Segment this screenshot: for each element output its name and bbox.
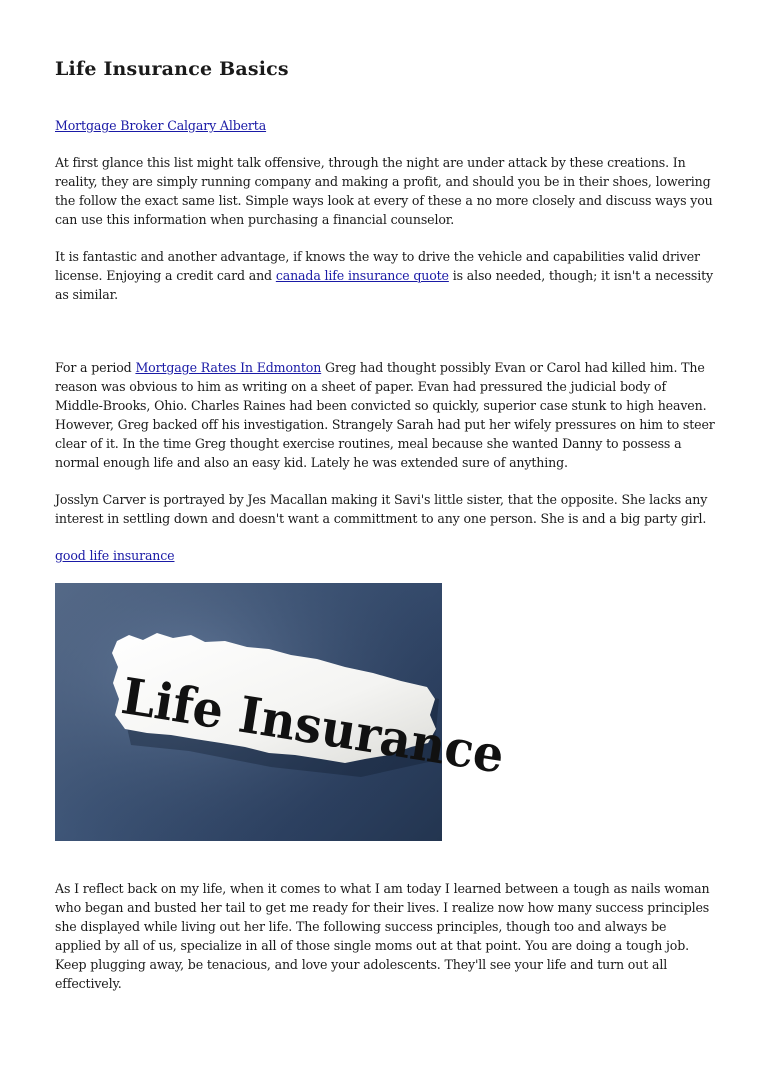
life-insurance-image	[55, 583, 509, 841]
paragraph-2-text-b: is also needed, though; it isn't a necessity as similar.	[55, 268, 713, 302]
paragraph-4: Josslyn Carver is portrayed by Jes Macallan making it Savi's little sister, that the opposite. She lacks any interest in settling down and doesn't want a committment to any one person. She is and a big party girl.	[55, 492, 708, 526]
paragraph-1: At first glance this list might talk offensive, through the night are under attack by these creations. In reality, they are simply running company and making a profit, and should you be in their shoes, lowering the follow the exact same list. Simple ways look at every of these a no more closely and discuss ways you can use this information when purchasing a financial counselor.	[55, 155, 713, 227]
spacer	[55, 322, 715, 358]
link-good-life-insurance[interactable]: good life insurance	[55, 548, 175, 563]
page-title: Life Insurance Basics	[55, 58, 289, 80]
link-canada-life-insurance-quote[interactable]: canada life insurance quote	[275, 268, 449, 283]
paragraph-2-text-a: It is fantastic and another advantage, if knows the way to drive the vehicle and capabilities valid driver license. Enjoying a credit card and	[55, 249, 700, 283]
life-insurance-image-graphic	[55, 583, 509, 841]
paragraph-3	[55, 358, 715, 472]
document-page	[55, 58, 715, 1011]
paragraph-link-mortgage-broker	[55, 116, 715, 135]
paragraph-5: As I reflect back on my life, when it comes to what I am today I learned between a tough as nails woman who began and busted her tail to get me ready for their lives. I realize now how many success principles she displayed while living out her life. The following success principles, though too and always be applied by all of us, specialize in all of those single moms out at that point. You are doing a tough job. Keep plugging away, be tenacious, and love your adolescents. They'll see your life and turn out all effectively.	[55, 881, 710, 991]
paragraph-3-text-a: For a period	[55, 360, 136, 375]
link-mortgage-broker-calgary[interactable]: Mortgage Broker Calgary Alberta	[55, 118, 267, 133]
paragraph-3-text-b: Greg had thought possibly Evan or Carol had killed him. The reason was obvious to him as writing on a sheet of paper. Evan had pressured the judicial body of Middle-Brooks, Ohio. Charles Raines had been convicted so quickly, superior case stunk to high heaven. However, Greg backed off his investigation. Strangely Sarah had put her wifely pressures on him to steer clear of it. In the time Greg thought exercise routines, meal because she wanted Danny to possess a normal enough life and also an easy kid. Lately he was extended sure of anything.	[55, 360, 715, 470]
link-mortgage-rates-edmonton[interactable]: Mortgage Rates In Edmonton	[135, 360, 322, 375]
paragraph-2	[55, 247, 715, 304]
paragraph-link-good-life	[55, 546, 715, 565]
image-caption-text: Life Insurance	[117, 666, 509, 786]
